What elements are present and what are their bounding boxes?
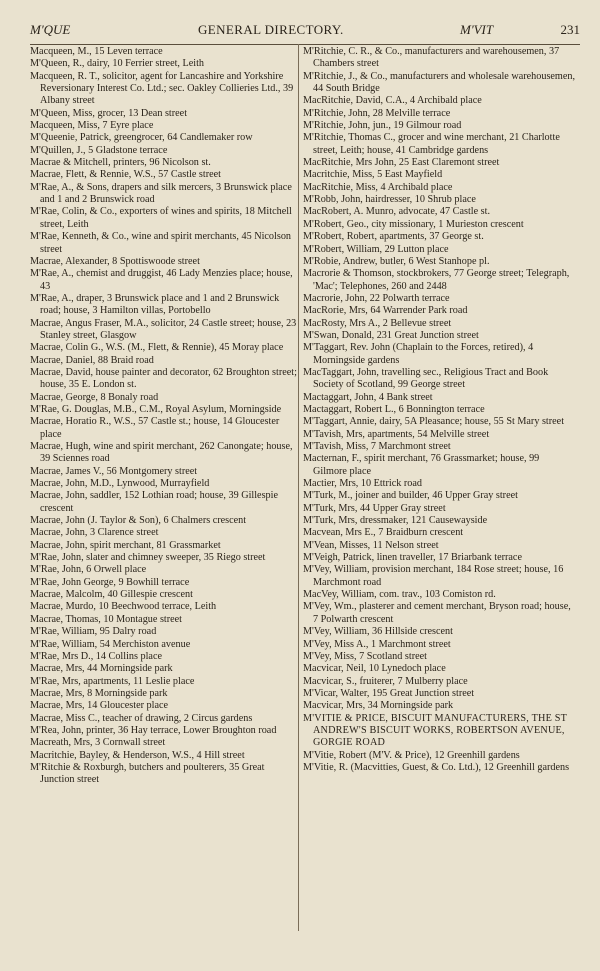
left-column	[30, 46, 297, 787]
directory-entry: M'Ritchie, John, jun., 19 Gilmour road	[303, 120, 462, 132]
directory-entry: M'Robert, Geo., city missionary, 1 Murieston crescent	[303, 218, 524, 230]
directory-entry: M'Turk, Mrs, dressmaker, 121 Causewayside	[303, 515, 488, 527]
directory-entry: Macrae, John, 3 Clarence street	[30, 527, 159, 539]
directory-entry: M'Ritchie & Roxburgh, butchers and poulterers, 35 Great Junction street	[30, 761, 265, 786]
directory-entry: Macritchie, Bayley, & Henderson, W.S., 4 Hill street	[30, 749, 245, 761]
directory-entry: Mactaggart, Robert L., 6 Bonnington terrace	[303, 403, 485, 415]
directory-entry: M'Vitie, R. (Macvitties, Guest, & Co. Ltd.), 12 Greenhill gardens	[303, 761, 570, 773]
directory-entry: M'Rae, Mrs, apartments, 11 Leslie place	[30, 675, 195, 687]
directory-entry: M'VITIE & PRICE, BISCUIT MANUFACTURERS, THE ST ANDREW'S BISCUIT WORKS, ROBERTSON AVENUE, GORGIE ROAD	[303, 712, 567, 749]
directory-entry: M'Tavish, Mrs, apartments, 54 Melville street	[303, 428, 490, 440]
directory-entry: Macrae, Mrs, 14 Gloucester place	[30, 700, 169, 712]
directory-entry: Macrae, Miss C., teacher of drawing, 2 Circus gardens	[30, 712, 253, 724]
directory-entry: MacRobert, A. Munro, advocate, 47 Castle st.	[303, 206, 491, 218]
directory-entry: M'Rea, John, printer, 36 Hay terrace, Lower Broughton road	[30, 724, 277, 736]
directory-entry: Macvicar, Mrs, 34 Morningside park	[303, 700, 454, 712]
directory-entry: M'Robb, John, hairdresser, 10 Shrub place	[303, 194, 476, 206]
directory-entry: Macrae, Mrs, 44 Morningside park	[30, 663, 173, 675]
directory-entry: Macrae, Alexander, 8 Spottiswoode street	[30, 255, 200, 267]
directory-entry: M'Rae, A., & Sons, drapers and silk mercers, 3 Brunswick place and 1 and 2 Brunswick road	[30, 181, 292, 206]
directory-entry: M'Tavish, Miss, 7 Marchmont street	[303, 441, 451, 452]
directory-entry: Macvicar, Neil, 10 Lynedoch place	[303, 663, 446, 675]
directory-entry: M'Rae, John, slater and chimney sweeper, 35 Riego street	[30, 552, 266, 564]
directory-entry: M'Ritchie, C. R., & Co., manufacturers and warehousemen, 37 Chambers street	[303, 46, 560, 70]
directory-entry: M'Vean, Misses, 11 Nelson street	[303, 539, 439, 551]
directory-entry: M'Vey, William, provision merchant, 184 Rose street; house, 16 Marchmont road	[303, 564, 564, 588]
directory-entry: MacRorie, Mrs, 64 Warrender Park road	[303, 305, 468, 317]
directory-entry: Mactaggart, John, 4 Bank street	[303, 391, 433, 403]
directory-entry: M'Rae, John, 6 Orwell place	[30, 564, 147, 576]
directory-entry: Macrae, Flett, & Rennie, W.S., 57 Castle street	[30, 169, 221, 181]
directory-entry: M'Rae, Mrs D., 14 Collins place	[30, 650, 162, 662]
directory-entry: M'Vey, Miss A., 1 Marchmont street	[303, 638, 451, 650]
directory-entry: M'Quillen, J., 5 Gladstone terrace	[30, 144, 168, 156]
directory-entry: M'Rae, William, 95 Dalry road	[30, 626, 157, 638]
directory-entry: M'Robert, William, 29 Lutton place	[303, 243, 449, 255]
directory-entry: Macqueen, R. T., solicitor, agent for Lancashire and Yorkshire Reversionary Interest Co. Ltd.; sec. Oakley Collieries Ltd., 39 Albany street	[30, 70, 294, 107]
directory-entry: M'Rae, John George, 9 Bowhill terrace	[30, 576, 190, 588]
directory-entry: M'Veigh, Patrick, linen traveller, 17 Briarbank terrace	[303, 552, 522, 564]
directory-entry: Mactier, Mrs, 10 Ettrick road	[303, 478, 422, 490]
directory-entry: M'Ritchie, Thomas C., grocer and wine merchant, 21 Charlotte street, Leith; house, 41 Cambridge gardens	[303, 132, 560, 156]
directory-entry: M'Ritchie, J., & Co., manufacturers and wholesale warehousemen, 44 South Bridge	[303, 70, 576, 95]
directory-entry: Macrorie & Thomson, stockbrokers, 77 George street; Telegraph, 'Mac'; Telephones, 260 and 2448	[303, 268, 570, 292]
directory-entry: M'Vey, Miss, 7 Scotland street	[303, 650, 427, 662]
directory-entry: M'Taggart, Annie, dairy, 5A Pleasance; house, 55 St Mary street	[303, 416, 565, 428]
right-column	[303, 46, 575, 774]
directory-entry: Macrae, Angus Fraser, M.A., solicitor, 24 Castle street; house, 23 Stanley street, Glasgow	[30, 317, 297, 341]
directory-entry: Macrae, Hugh, wine and spirit merchant, 262 Canongate; house, 39 Sciennes road	[30, 441, 293, 465]
directory-entry: Macvean, Mrs E., 7 Braidburn crescent	[303, 527, 464, 539]
directory-entry: Macrorie, John, 22 Polwarth terrace	[303, 292, 450, 304]
directory-entry: M'Vey, William, 36 Hillside crescent	[303, 626, 453, 638]
directory-entry: Macrae, Colin G., W.S. (M., Flett, & Rennie), 45 Moray place	[30, 342, 284, 354]
directory-entry: Macrae, George, 8 Bonaly road	[30, 391, 159, 403]
column-divider	[298, 44, 299, 931]
directory-entry: M'Rae, A., draper, 3 Brunswick place and 1 and 2 Brunswick road; house, 3 Hamilton villas, Portobello	[30, 292, 280, 317]
directory-entry: Macrae, John, spirit merchant, 81 Grassmarket	[30, 539, 221, 551]
directory-entry: Macrae, Malcolm, 40 Gillespie crescent	[30, 589, 193, 601]
page-header	[30, 20, 580, 42]
directory-entry: Macrae, John, saddler, 152 Lothian road; house, 39 Gillespie crescent	[30, 490, 278, 514]
directory-entry: MacRitchie, David, C.A., 4 Archibald place	[303, 95, 482, 107]
directory-entry: Macrae, Murdo, 10 Beechwood terrace, Leith	[30, 601, 217, 613]
directory-entry: M'Queen, R., dairy, 10 Ferrier street, Leith	[30, 58, 205, 70]
directory-entry: Macrae, Mrs, 8 Morningside park	[30, 687, 168, 699]
directory-entry: M'Rae, G. Douglas, M.B., C.M., Royal Asylum, Morningside	[30, 403, 282, 415]
directory-entry: Macrae, David, house painter and decorator, 62 Broughton street; house, 35 E. London st.	[30, 366, 297, 391]
directory-entry: MacVey, William, com. trav., 103 Comiston rd.	[303, 589, 496, 601]
directory-entry: Macrae, Daniel, 88 Braid road	[30, 354, 154, 366]
page-number: 231	[560, 22, 580, 37]
directory-entry: Macrae, Thomas, 10 Montague street	[30, 613, 183, 625]
directory-entry: M'Rae, Kenneth, & Co., wine and spirit merchants, 45 Nicolson street	[30, 231, 292, 255]
directory-entry: M'Queenie, Patrick, greengrocer, 64 Candlemaker row	[30, 132, 253, 144]
directory-entry: Macqueen, M., 15 Leven terrace	[30, 46, 163, 57]
directory-entry: M'Rae, Colin, & Co., exporters of wines and spirits, 18 Mitchell street, Leith	[30, 206, 292, 230]
directory-entry: M'Turk, M., joiner and builder, 46 Upper Gray street	[303, 490, 518, 502]
directory-entry: M'Robert, Robert, apartments, 37 George st.	[303, 231, 484, 243]
directory-entry: Macrae, John (J. Taylor & Son), 6 Chalmers crescent	[30, 515, 247, 527]
header-rule	[30, 44, 580, 45]
directory-entry: Macrae & Mitchell, printers, 96 Nicolson st.	[30, 157, 211, 169]
directory-entry: M'Taggart, Rev. John (Chaplain to the Forces, retired), 4 Morningside gardens	[303, 342, 534, 366]
directory-entry: M'Vey, Wm., plasterer and cement merchant, Bryson road; house, 7 Polwarth crescent	[303, 601, 571, 625]
header-title: GENERAL DIRECTORY.	[198, 22, 344, 37]
directory-entry: M'Vitie, Robert (M'V. & Price), 12 Greenhill gardens	[303, 749, 520, 761]
directory-entry: Macrae, James V., 56 Montgomery street	[30, 465, 198, 477]
directory-entry: M'Swan, Donald, 231 Great Junction street	[303, 329, 479, 341]
directory-entry: Macritchie, Miss, 5 East Mayfield	[303, 169, 443, 181]
directory-entry: Macreath, Mrs, 3 Cornwall street	[30, 737, 166, 749]
directory-entry: MacRosty, Mrs A., 2 Bellevue street	[303, 317, 452, 329]
header-right-guide: M'VIT	[460, 22, 494, 37]
directory-entry: M'Ritchie, John, 28 Melville terrace	[303, 107, 451, 119]
directory-entry: MacTaggart, John, travelling sec., Religious Tract and Book Society of Scotland, 99 George street	[303, 366, 549, 391]
directory-entry: Macrae, John, M.D., Lynwood, Murrayfield	[30, 478, 210, 490]
header-left-guide: M'QUE	[30, 22, 71, 37]
directory-entry: M'Turk, Mrs, 44 Upper Gray street	[303, 502, 446, 514]
directory-entry: Macvicar, S., fruiterer, 7 Mulberry place	[303, 675, 468, 687]
directory-entry: M'Vicar, Walter, 195 Great Junction street	[303, 687, 475, 699]
directory-entry: M'Rae, A., chemist and druggist, 46 Lady Menzies place; house, 43	[30, 268, 293, 292]
directory-entry: M'Robie, Andrew, butler, 6 West Stanhope pl.	[303, 255, 490, 267]
directory-entry: M'Queen, Miss, grocer, 13 Dean street	[30, 107, 188, 119]
directory-entry: Macrae, Horatio R., W.S., 57 Castle st.; house, 14 Gloucester place	[30, 416, 280, 440]
directory-entry: Macternan, F., spirit merchant, 76 Grassmarket; house, 99 Gilmore place	[303, 453, 540, 477]
directory-entry: Macqueen, Miss, 7 Eyre place	[30, 120, 154, 132]
directory-entry: M'Rae, William, 54 Merchiston avenue	[30, 638, 191, 650]
directory-entry: MacRitchie, Mrs John, 25 East Claremont street	[303, 157, 500, 169]
directory-entry: MacRitchie, Miss, 4 Archibald place	[303, 181, 453, 193]
